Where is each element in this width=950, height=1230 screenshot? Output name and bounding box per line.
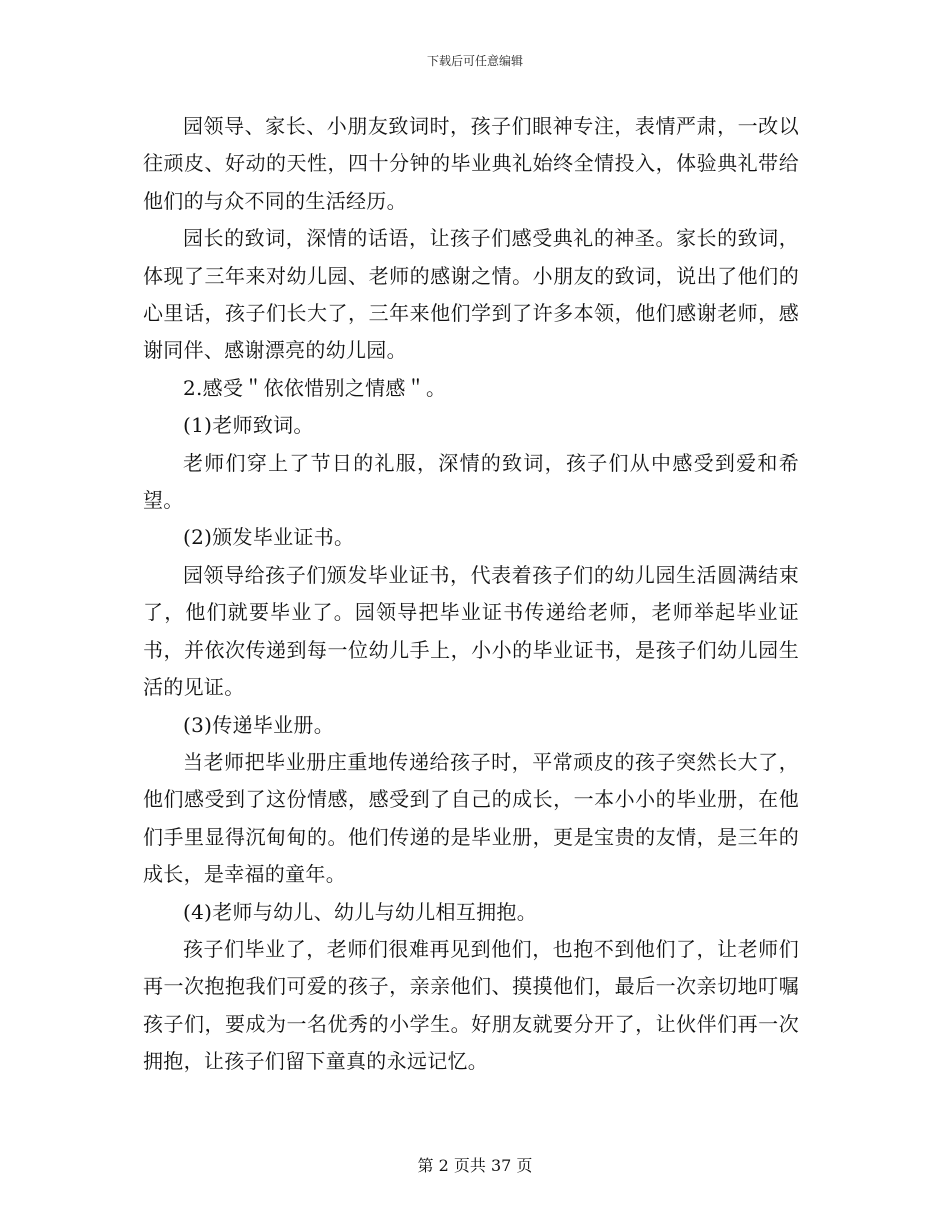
paragraph: 园长的致词，深情的话语，让孩子们感受典礼的神圣。家长的致词，体现了三年来对幼儿园、老师的感谢之情。小朋友的致词，说出了他们的心里话，孩子们长大了，三年来他们学到了许多本领，他们感谢老师，感谢同伴、感谢漂亮的幼儿园。 bbox=[143, 226, 799, 363]
paragraph: 老师们穿上了节日的礼服，深情的致词，孩子们从中感受到爱和希望。 bbox=[143, 450, 799, 513]
paragraph: 当老师把毕业册庄重地传递给孩子时，平常顽皮的孩子突然长大了，他们感受到了这份情感，感受到了自己的成长，一本小小的毕业册，在他们手里显得沉甸甸的。他们传递的是毕业册，更是宝贵的友情，是三年的成长，是幸福的童年。 bbox=[143, 749, 799, 887]
subsection-heading: (1)老师致词。 bbox=[183, 413, 314, 438]
paragraph: 园领导、家长、小朋友致词时，孩子们眼神专注，表情严肃，一改以往顽皮、好动的天性，四十分钟的毕业典礼始终全情投入，体验典礼带给他们的与众不同的生活经历。 bbox=[143, 114, 799, 213]
paragraph: 园领导给孩子们颁发毕业证书，代表着孩子们的幼儿园生活圆满结束了，他们就要毕业了。园领导把毕业证书传递给老师，老师举起毕业证书，并依次传递到每一位幼儿手上，小小的毕业证书，是孩子们幼儿园生活的见证。 bbox=[143, 562, 799, 700]
page-header-note: 下载后可任意编辑 bbox=[426, 54, 523, 68]
paragraph: 孩子们毕业了，老师们很难再见到他们，也抱不到他们了，让老师们再一次抱抱我们可爱的孩子，亲亲他们、摸摸他们，最后一次亲切地叮嘱孩子们，要成为一名优秀的小学生。好朋友就要分开了，让伙伴们再一次拥抱，让孩子们留下童真的永远记忆。 bbox=[143, 936, 799, 1074]
subsection-heading: (4)老师与幼儿、幼儿与幼儿相互拥抱。 bbox=[183, 899, 538, 924]
subsection-heading: (2)颁发毕业证书。 bbox=[183, 525, 355, 550]
page-number: 第 2 页共 37 页 bbox=[417, 1156, 533, 1175]
document-body bbox=[143, 108, 799, 1081]
subsection-heading: (3)传递毕业册。 bbox=[183, 712, 335, 737]
section-heading: 2.感受＂依依惜别之情感＂。 bbox=[183, 375, 447, 400]
